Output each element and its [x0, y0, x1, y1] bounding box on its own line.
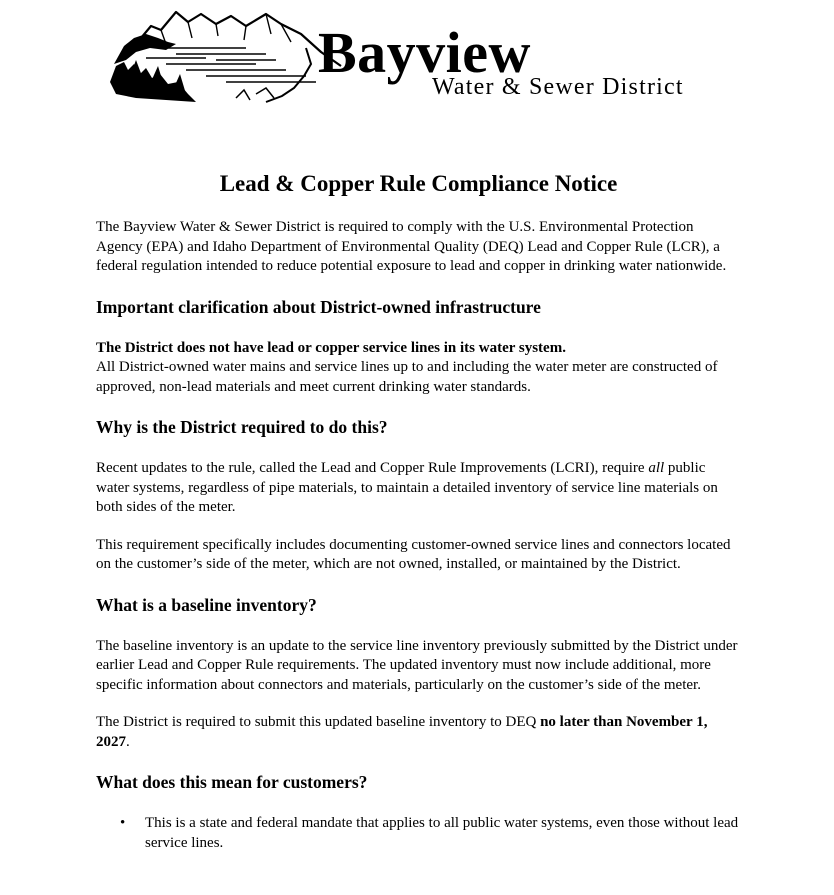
- why-p1-text-b: public water systems, regardless of pipe materials, to maintain a detailed inventory of service line materials on both sides of the meter.: [96, 460, 718, 515]
- why-p1-emphasis: all: [648, 460, 665, 476]
- list-item: [120, 814, 741, 853]
- logo-subtitle: Water & Sewer District: [432, 74, 684, 100]
- why-paragraph-2: This requirement specifically includes documenting customer-owned service lines and connectors located on the customer’s side of the meter, which are not owned, installed, or maintained by the District.: [96, 536, 731, 572]
- intro-paragraph: The Bayview Water & Sewer District is required to comply with the U.S. Environmental Protection Agency (EPA) and Idaho Department of Environmental Quality (DEQ) Lead and Copper Rule (LCR), a federal regulation intended to reduce potential exposure to lead and copper in drinking water nationwide.: [96, 219, 727, 274]
- notice-body: [96, 168, 741, 853]
- clarification-bold-statement: The District does not have lead or copper service lines in its water system.: [96, 339, 566, 356]
- page-title: Lead & Copper Rule Compliance Notice: [219, 171, 618, 196]
- section-heading-clarification: Important clarification about District-owned infrastructure: [96, 296, 541, 317]
- list-item-text: This is a state and federal mandate that applies to all public water systems, even those without lead service lines.: [145, 815, 739, 851]
- deadline-date: no later than November 1, 2027: [96, 714, 708, 750]
- why-paragraph-1: [96, 459, 741, 518]
- mountain-lake-logo-art: [106, 4, 346, 104]
- section-heading-customers: What does this mean for customers?: [96, 772, 368, 792]
- section-heading-why-required: Why is the District required to do this?: [96, 417, 388, 437]
- customer-bullet-list: [96, 814, 741, 853]
- clarification-paragraph: [96, 339, 741, 398]
- bullet-icon: •: [120, 815, 126, 831]
- logo-name: Bayview: [318, 20, 531, 85]
- section-heading-baseline-inventory: What is a baseline inventory?: [96, 594, 317, 615]
- deadline-text-b: .: [126, 733, 130, 750]
- clarification-text: All District-owned water mains and service lines up to and including the water meter are constructed of approved, non-lead materials and meet current drinking water standards.: [96, 359, 718, 395]
- why-p1-text-a: Recent updates to the rule, called the Lead and Copper Rule Improvements (LCRI), require: [96, 460, 649, 476]
- district-logo: [106, 4, 736, 104]
- baseline-paragraph-2: [96, 713, 741, 752]
- baseline-paragraph-1: The baseline inventory is an update to the service line inventory previously submitted by the District under earlier Lead and Copper Rule requirements. The updated inventory must now include additional, more specific information about connectors and materials, particularly on the customer’s side of the meter.: [96, 637, 738, 693]
- deadline-text-a: The District is required to submit this updated baseline inventory to DEQ: [96, 714, 541, 730]
